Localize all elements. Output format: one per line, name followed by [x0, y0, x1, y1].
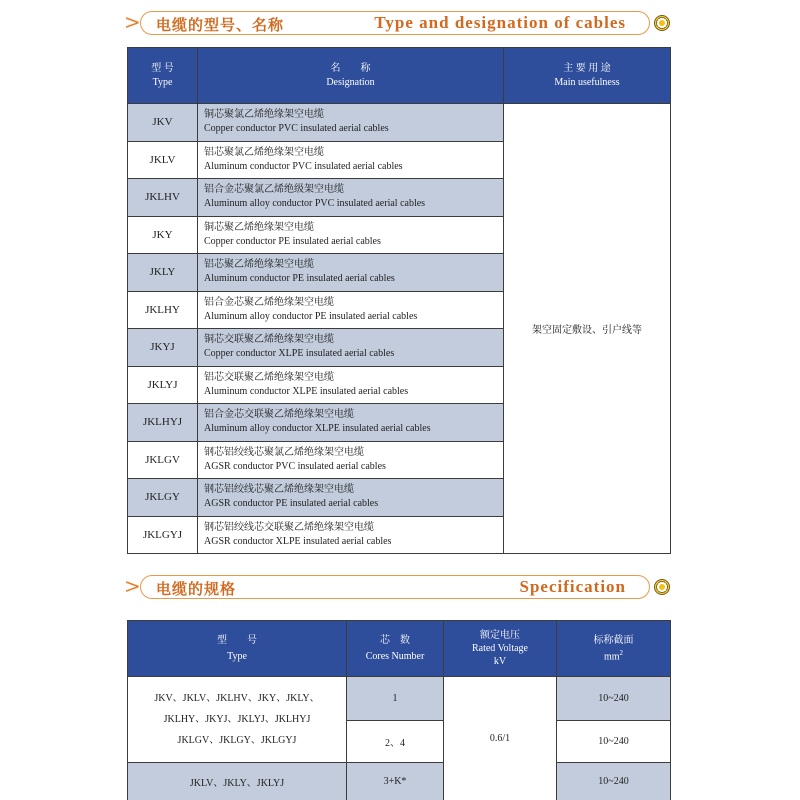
cores-value: 2、4 — [347, 721, 444, 763]
designation-en: Aluminum conductor PVC insulated aerial cables — [204, 160, 403, 172]
table-row — [128, 104, 671, 142]
main-usage: 架空固定敷设、引户线等 — [504, 104, 671, 554]
cable-designation — [198, 479, 504, 517]
cable-type: JKV — [128, 104, 198, 142]
type-list-line: JKV、JKLV、JKLHV、JKY、JKLY、 — [154, 693, 320, 704]
designation-cn: 钢芯铝绞线芯交联聚乙烯绝缘架空电缆 — [204, 521, 374, 533]
designation-cn: 铝芯聚氯乙烯绝缘架空电缆 — [204, 146, 324, 158]
cable-designation — [198, 104, 504, 142]
cores-value: 3+K* — [347, 763, 444, 800]
cable-designation — [198, 291, 504, 329]
cable-type: JKLHYJ — [128, 404, 198, 442]
designation-cn: 铝芯聚乙烯绝缘架空电缆 — [204, 259, 314, 271]
table-row — [128, 763, 671, 800]
designation-en: Copper conductor PVC insulated aerial cables — [204, 123, 389, 135]
designation-en: Aluminum conductor XLPE insulated aerial cables — [204, 385, 409, 397]
header-voltage-en: Rated Voltage — [471, 643, 528, 654]
designation-en: AGSR conductor XLPE insulated aerial cables — [204, 535, 392, 547]
section-value: 10~240 — [557, 677, 671, 721]
section-title-en: Specification — [519, 577, 626, 596]
table-header-row — [128, 48, 671, 104]
cable-designation — [198, 404, 504, 442]
section-header-specification — [124, 573, 670, 603]
header-section-unit — [557, 647, 670, 663]
header-usage-en: Main usefulness — [554, 76, 620, 88]
designation-en: Copper conductor PE insulated aerial cables — [204, 235, 381, 247]
cable-designation — [198, 216, 504, 254]
designation-en: Aluminum alloy conductor XLPE insulated aerial cables — [204, 423, 431, 435]
section-title-cn: 电缆的型号、名称 — [156, 16, 285, 34]
designation-en: Aluminum alloy conductor PVC insulated aerial cables — [204, 198, 426, 210]
section-title-en: Type and designation of cables — [374, 13, 626, 32]
cable-type: JKLHV — [128, 179, 198, 217]
header-type — [128, 48, 198, 104]
designation-cn: 铜芯交联聚乙烯绝缘架空电缆 — [204, 334, 334, 346]
designation-en: Aluminum alloy conductor PE insulated aerial cables — [204, 310, 418, 322]
header-cores-cn: 芯 数 — [380, 635, 410, 646]
designation-cn: 钢芯铝绞线芯聚乙烯绝缘架空电缆 — [204, 484, 354, 496]
header-type-en: Type — [152, 76, 173, 88]
cable-designation — [198, 516, 504, 554]
type-list-line: JKLGV、JKLGY、JKLGYJ — [177, 735, 297, 746]
header-designation — [198, 48, 504, 104]
type-list-line: JKLHY、JKYJ、JKLYJ、JKLHYJ — [163, 714, 311, 725]
type-list — [128, 677, 347, 763]
header-type-cn: 型 号 — [217, 635, 257, 646]
section-title-cn: 电缆的规格 — [156, 580, 237, 598]
designation-cn: 铝芯交联聚乙烯绝缘架空电缆 — [204, 371, 334, 383]
cable-type: JKLV — [128, 141, 198, 179]
designation-cn: 铜芯聚氯乙烯绝缘架空电缆 — [204, 109, 324, 121]
cable-designation — [198, 179, 504, 217]
designation-en: AGSR conductor PVC insulated aerial cables — [204, 460, 386, 472]
section-value: 10~240 — [557, 763, 671, 800]
header-designation-en: Designation — [326, 76, 375, 88]
cores-value: 1 — [347, 677, 444, 721]
chevron-right-icon: > — [124, 10, 141, 34]
header-section — [557, 621, 671, 677]
designation-cn: 铝合金芯交联聚乙烯绝缘架空电缆 — [204, 409, 354, 421]
header-cores-en: Cores Number — [365, 651, 425, 662]
designation-en: AGSR conductor PE insulated aerial cables — [204, 498, 379, 510]
header-voltage — [444, 621, 557, 677]
cable-type: JKY — [128, 216, 198, 254]
cable-type: JKYJ — [128, 329, 198, 367]
header-cores — [347, 621, 444, 677]
cable-type: JKLGYJ — [128, 516, 198, 554]
type-designation-table — [127, 47, 671, 554]
specification-table — [127, 620, 671, 800]
bullet-badge-icon — [654, 15, 670, 31]
section-unit: mm — [603, 651, 620, 663]
cable-designation — [198, 329, 504, 367]
header-usage-cn: 主 要 用 途 — [563, 62, 611, 74]
cable-designation — [198, 441, 504, 479]
designation-cn: 铝合金芯聚氯乙烯绝级架空电缆 — [204, 184, 344, 196]
header-designation-cn: 名 称 — [330, 62, 371, 74]
cable-designation — [198, 141, 504, 179]
header-type-cn: 型 号 — [151, 62, 174, 74]
designation-cn: 铝合金芯聚乙烯绝缘架空电缆 — [204, 296, 334, 308]
cable-type: JKLYJ — [128, 366, 198, 404]
bullet-badge-icon — [654, 579, 670, 595]
header-voltage-cn: 额定电压 — [480, 630, 520, 641]
cable-type: JKLHY — [128, 291, 198, 329]
header-section-cn: 标称截面 — [593, 634, 634, 646]
cable-type: JKLGV — [128, 441, 198, 479]
designation-en: Copper conductor XLPE insulated aerial cables — [204, 348, 395, 360]
designation-en: Aluminum conductor PE insulated aerial cables — [204, 273, 395, 285]
section-value: 10~240 — [557, 721, 671, 763]
header-voltage-unit: kV — [493, 656, 507, 667]
cable-designation — [198, 254, 504, 292]
type-list: JKLV、JKLY、JKLYJ — [128, 763, 347, 800]
cable-type: JKLY — [128, 254, 198, 292]
cable-designation — [198, 366, 504, 404]
header-usage — [504, 48, 671, 104]
header-type-en: Type — [227, 651, 247, 662]
section-unit-sup: 2 — [619, 648, 624, 657]
chevron-right-icon: > — [124, 574, 141, 598]
section-header-type-designation — [124, 9, 670, 39]
rated-voltage-value: 0.6/1 — [444, 677, 557, 800]
cable-type: JKLGY — [128, 479, 198, 517]
designation-cn: 铜芯聚乙烯绝缘架空电缆 — [204, 221, 314, 233]
designation-cn: 钢芯铝绞线芯聚氯乙烯绝缘架空电缆 — [204, 446, 364, 458]
header-type — [128, 621, 347, 677]
table-row — [128, 677, 671, 721]
table-header-row — [128, 621, 671, 677]
